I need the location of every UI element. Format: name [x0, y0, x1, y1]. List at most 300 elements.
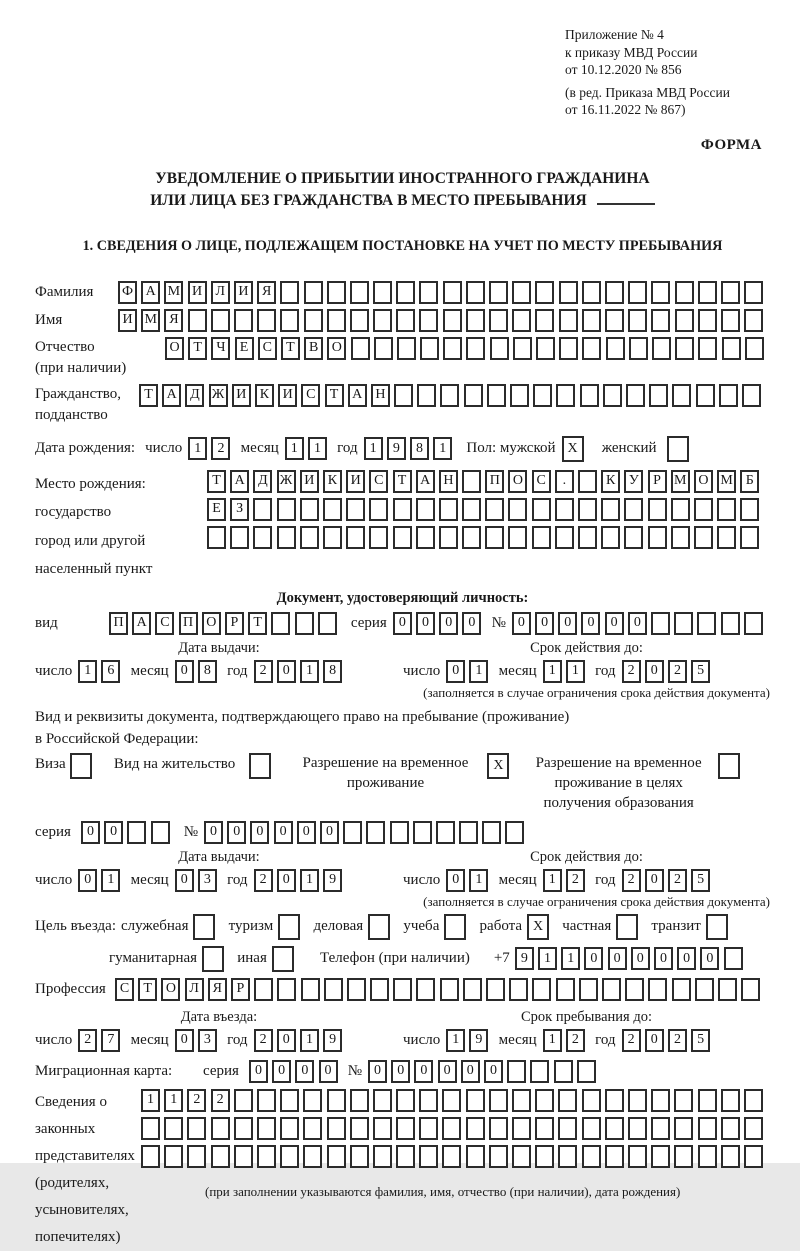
- char-cell[interactable]: 0: [416, 612, 435, 635]
- char-cell[interactable]: [697, 612, 716, 635]
- char-cell[interactable]: [301, 978, 320, 1001]
- char-cell[interactable]: 3: [198, 869, 217, 892]
- char-cell[interactable]: X: [562, 436, 584, 462]
- char-cell[interactable]: 0: [446, 869, 465, 892]
- char-cell[interactable]: [280, 1117, 299, 1140]
- char-cell[interactable]: [605, 1089, 624, 1112]
- char-cell[interactable]: С: [532, 470, 551, 493]
- char-cell[interactable]: [744, 612, 763, 635]
- char-cell[interactable]: [280, 309, 299, 332]
- char-cell[interactable]: 0: [319, 1060, 338, 1083]
- char-cell[interactable]: К: [601, 470, 620, 493]
- char-cell[interactable]: И: [278, 384, 297, 407]
- char-cell[interactable]: [648, 526, 667, 549]
- char-cell[interactable]: [512, 1117, 531, 1140]
- char-cell[interactable]: З: [230, 498, 249, 521]
- char-cell[interactable]: 1: [364, 437, 383, 460]
- char-cell[interactable]: С: [155, 612, 174, 635]
- char-cell[interactable]: Т: [248, 612, 267, 635]
- char-cell[interactable]: 9: [323, 1029, 342, 1052]
- char-cell[interactable]: 1: [543, 869, 562, 892]
- char-cell[interactable]: [393, 498, 412, 521]
- char-cell[interactable]: 0: [78, 869, 97, 892]
- char-cell[interactable]: 0: [645, 869, 664, 892]
- char-cell[interactable]: [350, 1145, 369, 1168]
- char-cell[interactable]: А: [141, 281, 160, 304]
- char-cell[interactable]: Т: [281, 337, 300, 360]
- char-cell[interactable]: [510, 384, 529, 407]
- char-cell[interactable]: [719, 384, 738, 407]
- char-cell[interactable]: Т: [393, 470, 412, 493]
- char-cell[interactable]: [280, 1145, 299, 1168]
- char-cell[interactable]: Н: [439, 470, 458, 493]
- char-cell[interactable]: [582, 337, 601, 360]
- char-cell[interactable]: [396, 1145, 415, 1168]
- char-cell[interactable]: [536, 337, 555, 360]
- char-cell[interactable]: 0: [645, 1029, 664, 1052]
- char-cell[interactable]: [535, 1117, 554, 1140]
- char-cell[interactable]: 8: [410, 437, 429, 460]
- char-cell[interactable]: М: [164, 281, 183, 304]
- char-cell[interactable]: 0: [393, 612, 412, 635]
- char-cell[interactable]: 9: [387, 437, 406, 460]
- char-cell[interactable]: [578, 498, 597, 521]
- char-cell[interactable]: [187, 1117, 206, 1140]
- char-cell[interactable]: [721, 1117, 740, 1140]
- char-cell[interactable]: [717, 526, 736, 549]
- char-cell[interactable]: 8: [198, 660, 217, 683]
- char-cell[interactable]: 0: [535, 612, 554, 635]
- char-cell[interactable]: [628, 1145, 647, 1168]
- char-cell[interactable]: Т: [188, 337, 207, 360]
- char-cell[interactable]: 0: [414, 1060, 433, 1083]
- char-cell[interactable]: А: [162, 384, 181, 407]
- char-cell[interactable]: [582, 1117, 601, 1140]
- char-cell[interactable]: 9: [469, 1029, 488, 1052]
- char-cell[interactable]: [324, 978, 343, 1001]
- char-cell[interactable]: [485, 498, 504, 521]
- char-cell[interactable]: [466, 309, 485, 332]
- char-cell[interactable]: М: [717, 470, 736, 493]
- char-cell[interactable]: [721, 1089, 740, 1112]
- char-cell[interactable]: [744, 1145, 763, 1168]
- char-cell[interactable]: [577, 1060, 596, 1083]
- char-cell[interactable]: [396, 1089, 415, 1112]
- char-cell[interactable]: [485, 526, 504, 549]
- char-cell[interactable]: [373, 281, 392, 304]
- char-cell[interactable]: 0: [512, 612, 531, 635]
- char-cell[interactable]: 2: [566, 1029, 585, 1052]
- char-cell[interactable]: [323, 498, 342, 521]
- char-cell[interactable]: [603, 384, 622, 407]
- char-cell[interactable]: 6: [101, 660, 120, 683]
- char-cell[interactable]: [416, 978, 435, 1001]
- char-cell[interactable]: М: [671, 470, 690, 493]
- char-cell[interactable]: [443, 281, 462, 304]
- char-cell[interactable]: 1: [300, 1029, 319, 1052]
- char-cell[interactable]: 0: [631, 947, 650, 970]
- char-cell[interactable]: [443, 337, 462, 360]
- char-cell[interactable]: [257, 309, 276, 332]
- char-cell[interactable]: [721, 281, 740, 304]
- char-cell[interactable]: [559, 337, 578, 360]
- char-cell[interactable]: К: [255, 384, 274, 407]
- char-cell[interactable]: [489, 281, 508, 304]
- char-cell[interactable]: [744, 1089, 763, 1112]
- char-cell[interactable]: [127, 821, 146, 844]
- char-cell[interactable]: [651, 281, 670, 304]
- char-cell[interactable]: Л: [185, 978, 204, 1001]
- char-cell[interactable]: 1: [469, 869, 488, 892]
- char-cell[interactable]: [327, 1089, 346, 1112]
- char-cell[interactable]: О: [508, 470, 527, 493]
- char-cell[interactable]: А: [416, 470, 435, 493]
- char-cell[interactable]: 1: [543, 660, 562, 683]
- char-cell[interactable]: 0: [250, 821, 269, 844]
- char-cell[interactable]: 2: [254, 869, 273, 892]
- char-cell[interactable]: [698, 281, 717, 304]
- char-cell[interactable]: 0: [484, 1060, 503, 1083]
- char-cell[interactable]: Д: [253, 470, 272, 493]
- char-cell[interactable]: [373, 1117, 392, 1140]
- char-cell[interactable]: [530, 1060, 549, 1083]
- char-cell[interactable]: [211, 1117, 230, 1140]
- char-cell[interactable]: О: [694, 470, 713, 493]
- char-cell[interactable]: 0: [320, 821, 339, 844]
- char-cell[interactable]: С: [115, 978, 134, 1001]
- char-cell[interactable]: В: [304, 337, 323, 360]
- char-cell[interactable]: 0: [654, 947, 673, 970]
- char-cell[interactable]: 0: [297, 821, 316, 844]
- char-cell[interactable]: [578, 526, 597, 549]
- char-cell[interactable]: [164, 1117, 183, 1140]
- char-cell[interactable]: Ж: [277, 470, 296, 493]
- char-cell[interactable]: [272, 946, 294, 972]
- char-cell[interactable]: [327, 1145, 346, 1168]
- char-cell[interactable]: [559, 281, 578, 304]
- char-cell[interactable]: [277, 498, 296, 521]
- char-cell[interactable]: 2: [566, 869, 585, 892]
- char-cell[interactable]: [694, 498, 713, 521]
- char-cell[interactable]: [582, 1145, 601, 1168]
- char-cell[interactable]: [350, 1117, 369, 1140]
- char-cell[interactable]: 0: [645, 660, 664, 683]
- char-cell[interactable]: [271, 612, 290, 635]
- char-cell[interactable]: [535, 1089, 554, 1112]
- char-cell[interactable]: [651, 612, 670, 635]
- char-cell[interactable]: [740, 526, 759, 549]
- char-cell[interactable]: 0: [249, 1060, 268, 1083]
- char-cell[interactable]: 1: [141, 1089, 160, 1112]
- char-cell[interactable]: [674, 1145, 693, 1168]
- char-cell[interactable]: [558, 1117, 577, 1140]
- char-cell[interactable]: [487, 384, 506, 407]
- char-cell[interactable]: [482, 821, 501, 844]
- char-cell[interactable]: [717, 498, 736, 521]
- char-cell[interactable]: 0: [81, 821, 100, 844]
- char-cell[interactable]: [507, 1060, 526, 1083]
- char-cell[interactable]: 2: [622, 660, 641, 683]
- char-cell[interactable]: [486, 978, 505, 1001]
- char-cell[interactable]: [373, 309, 392, 332]
- char-cell[interactable]: Я: [257, 281, 276, 304]
- char-cell[interactable]: 2: [668, 1029, 687, 1052]
- char-cell[interactable]: [532, 498, 551, 521]
- char-cell[interactable]: 2: [211, 437, 230, 460]
- char-cell[interactable]: [602, 978, 621, 1001]
- char-cell[interactable]: X: [527, 914, 549, 940]
- char-cell[interactable]: [346, 526, 365, 549]
- char-cell[interactable]: [234, 1117, 253, 1140]
- char-cell[interactable]: [440, 384, 459, 407]
- char-cell[interactable]: 0: [461, 1060, 480, 1083]
- char-cell[interactable]: Я: [164, 309, 183, 332]
- char-cell[interactable]: [559, 309, 578, 332]
- char-cell[interactable]: П: [109, 612, 128, 635]
- char-cell[interactable]: [672, 978, 691, 1001]
- char-cell[interactable]: [675, 281, 694, 304]
- char-cell[interactable]: [535, 281, 554, 304]
- char-cell[interactable]: [234, 309, 253, 332]
- char-cell[interactable]: А: [348, 384, 367, 407]
- char-cell[interactable]: [558, 1089, 577, 1112]
- char-cell[interactable]: [718, 753, 740, 779]
- char-cell[interactable]: [648, 978, 667, 1001]
- char-cell[interactable]: 3: [198, 1029, 217, 1052]
- char-cell[interactable]: [343, 821, 362, 844]
- char-cell[interactable]: 0: [277, 869, 296, 892]
- char-cell[interactable]: [368, 914, 390, 940]
- char-cell[interactable]: [151, 821, 170, 844]
- char-cell[interactable]: Т: [138, 978, 157, 1001]
- char-cell[interactable]: Ж: [209, 384, 228, 407]
- char-cell[interactable]: [696, 384, 715, 407]
- char-cell[interactable]: [303, 1145, 322, 1168]
- char-cell[interactable]: [416, 526, 435, 549]
- char-cell[interactable]: [396, 1117, 415, 1140]
- char-cell[interactable]: .: [555, 470, 574, 493]
- char-cell[interactable]: 5: [691, 660, 710, 683]
- char-cell[interactable]: [721, 612, 740, 635]
- char-cell[interactable]: А: [230, 470, 249, 493]
- char-cell[interactable]: [417, 384, 436, 407]
- char-cell[interactable]: [439, 526, 458, 549]
- char-cell[interactable]: 0: [277, 660, 296, 683]
- char-cell[interactable]: [626, 384, 645, 407]
- char-cell[interactable]: И: [188, 281, 207, 304]
- char-cell[interactable]: 2: [254, 1029, 273, 1052]
- char-cell[interactable]: [442, 1117, 461, 1140]
- char-cell[interactable]: [327, 1117, 346, 1140]
- char-cell[interactable]: [280, 1089, 299, 1112]
- char-cell[interactable]: 2: [622, 869, 641, 892]
- char-cell[interactable]: И: [234, 281, 253, 304]
- char-cell[interactable]: 9: [323, 869, 342, 892]
- char-cell[interactable]: [667, 436, 689, 462]
- char-cell[interactable]: [277, 978, 296, 1001]
- char-cell[interactable]: [278, 914, 300, 940]
- char-cell[interactable]: [466, 281, 485, 304]
- char-cell[interactable]: О: [202, 612, 221, 635]
- char-cell[interactable]: [512, 281, 531, 304]
- char-cell[interactable]: П: [485, 470, 504, 493]
- char-cell[interactable]: Б: [740, 470, 759, 493]
- char-cell[interactable]: 0: [277, 1029, 296, 1052]
- char-cell[interactable]: 0: [175, 660, 194, 683]
- char-cell[interactable]: 1: [543, 1029, 562, 1052]
- char-cell[interactable]: 0: [227, 821, 246, 844]
- char-cell[interactable]: 0: [295, 1060, 314, 1083]
- char-cell[interactable]: [555, 498, 574, 521]
- char-cell[interactable]: [419, 1145, 438, 1168]
- char-cell[interactable]: С: [301, 384, 320, 407]
- char-cell[interactable]: 8: [323, 660, 342, 683]
- char-cell[interactable]: Р: [225, 612, 244, 635]
- char-cell[interactable]: [532, 526, 551, 549]
- char-cell[interactable]: 0: [446, 660, 465, 683]
- char-cell[interactable]: [582, 281, 601, 304]
- char-cell[interactable]: 0: [462, 612, 481, 635]
- char-cell[interactable]: [698, 1089, 717, 1112]
- char-cell[interactable]: [744, 281, 763, 304]
- char-cell[interactable]: 1: [446, 1029, 465, 1052]
- char-cell[interactable]: [605, 309, 624, 332]
- char-cell[interactable]: [419, 1117, 438, 1140]
- char-cell[interactable]: X: [487, 753, 509, 779]
- char-cell[interactable]: [489, 1117, 508, 1140]
- char-cell[interactable]: [674, 1089, 693, 1112]
- char-cell[interactable]: [373, 1145, 392, 1168]
- char-cell[interactable]: 0: [204, 821, 223, 844]
- char-cell[interactable]: [672, 384, 691, 407]
- char-cell[interactable]: [350, 281, 369, 304]
- char-cell[interactable]: [280, 281, 299, 304]
- char-cell[interactable]: [393, 526, 412, 549]
- char-cell[interactable]: [674, 1117, 693, 1140]
- char-cell[interactable]: [346, 498, 365, 521]
- char-cell[interactable]: [397, 337, 416, 360]
- char-cell[interactable]: [555, 526, 574, 549]
- char-cell[interactable]: [512, 309, 531, 332]
- char-cell[interactable]: [277, 526, 296, 549]
- char-cell[interactable]: 0: [438, 1060, 457, 1083]
- char-cell[interactable]: [722, 337, 741, 360]
- char-cell[interactable]: [624, 498, 643, 521]
- char-cell[interactable]: [211, 1145, 230, 1168]
- char-cell[interactable]: [605, 281, 624, 304]
- char-cell[interactable]: [674, 612, 693, 635]
- char-cell[interactable]: 0: [700, 947, 719, 970]
- char-cell[interactable]: [718, 978, 737, 1001]
- char-cell[interactable]: [675, 309, 694, 332]
- char-cell[interactable]: 2: [254, 660, 273, 683]
- char-cell[interactable]: 9: [515, 947, 534, 970]
- char-cell[interactable]: [695, 978, 714, 1001]
- char-cell[interactable]: [580, 384, 599, 407]
- char-cell[interactable]: [489, 309, 508, 332]
- char-cell[interactable]: 0: [581, 612, 600, 635]
- char-cell[interactable]: [188, 309, 207, 332]
- char-cell[interactable]: [413, 821, 432, 844]
- char-cell[interactable]: [419, 309, 438, 332]
- char-cell[interactable]: [508, 526, 527, 549]
- char-cell[interactable]: 0: [439, 612, 458, 635]
- char-cell[interactable]: [601, 498, 620, 521]
- char-cell[interactable]: [370, 978, 389, 1001]
- char-cell[interactable]: 0: [274, 821, 293, 844]
- char-cell[interactable]: [628, 1117, 647, 1140]
- char-cell[interactable]: [164, 1145, 183, 1168]
- char-cell[interactable]: Е: [235, 337, 254, 360]
- char-cell[interactable]: [624, 526, 643, 549]
- char-cell[interactable]: [462, 526, 481, 549]
- char-cell[interactable]: 1: [300, 660, 319, 683]
- char-cell[interactable]: [652, 337, 671, 360]
- char-cell[interactable]: [464, 384, 483, 407]
- char-cell[interactable]: [616, 914, 638, 940]
- char-cell[interactable]: [554, 1060, 573, 1083]
- char-cell[interactable]: [744, 309, 763, 332]
- char-cell[interactable]: [253, 526, 272, 549]
- char-cell[interactable]: 2: [668, 869, 687, 892]
- char-cell[interactable]: К: [323, 470, 342, 493]
- char-cell[interactable]: 5: [691, 1029, 710, 1052]
- char-cell[interactable]: Р: [231, 978, 250, 1001]
- char-cell[interactable]: 1: [566, 660, 585, 683]
- char-cell[interactable]: [323, 526, 342, 549]
- char-cell[interactable]: И: [300, 470, 319, 493]
- char-cell[interactable]: [648, 498, 667, 521]
- char-cell[interactable]: [649, 384, 668, 407]
- char-cell[interactable]: [466, 1117, 485, 1140]
- char-cell[interactable]: [698, 1145, 717, 1168]
- char-cell[interactable]: [257, 1145, 276, 1168]
- char-cell[interactable]: Р: [648, 470, 667, 493]
- char-cell[interactable]: Л: [211, 281, 230, 304]
- char-cell[interactable]: [556, 978, 575, 1001]
- char-cell[interactable]: [300, 526, 319, 549]
- char-cell[interactable]: [350, 1089, 369, 1112]
- char-cell[interactable]: 2: [187, 1089, 206, 1112]
- char-cell[interactable]: [706, 914, 728, 940]
- char-cell[interactable]: [512, 1089, 531, 1112]
- char-cell[interactable]: [535, 1145, 554, 1168]
- char-cell[interactable]: [373, 1089, 392, 1112]
- char-cell[interactable]: [651, 309, 670, 332]
- char-cell[interactable]: [628, 281, 647, 304]
- char-cell[interactable]: [724, 947, 743, 970]
- char-cell[interactable]: [436, 821, 455, 844]
- char-cell[interactable]: [211, 309, 230, 332]
- char-cell[interactable]: [466, 1145, 485, 1168]
- char-cell[interactable]: Т: [139, 384, 158, 407]
- char-cell[interactable]: [741, 978, 760, 1001]
- char-cell[interactable]: [327, 281, 346, 304]
- char-cell[interactable]: 1: [101, 869, 120, 892]
- char-cell[interactable]: [420, 337, 439, 360]
- char-cell[interactable]: М: [141, 309, 160, 332]
- char-cell[interactable]: [512, 1145, 531, 1168]
- char-cell[interactable]: [304, 309, 323, 332]
- char-cell[interactable]: [300, 498, 319, 521]
- char-cell[interactable]: [462, 470, 481, 493]
- char-cell[interactable]: [740, 498, 759, 521]
- char-cell[interactable]: 1: [164, 1089, 183, 1112]
- char-cell[interactable]: [350, 309, 369, 332]
- char-cell[interactable]: [490, 337, 509, 360]
- char-cell[interactable]: 0: [391, 1060, 410, 1083]
- char-cell[interactable]: [444, 914, 466, 940]
